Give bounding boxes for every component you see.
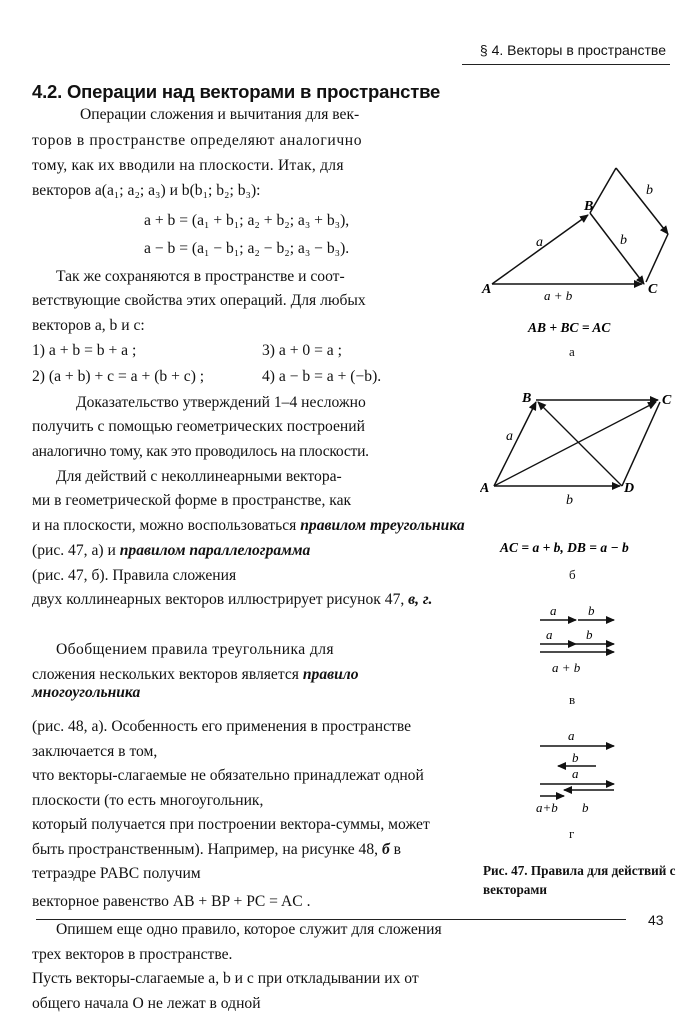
para2-line2: ветствующие свойства этих операций. Для любых xyxy=(32,292,366,309)
figure-47b xyxy=(480,388,680,568)
para5-line2 xyxy=(32,666,460,702)
point-A-b: A xyxy=(480,481,490,496)
property-4: 4) a − b = a + (−b). xyxy=(262,368,382,385)
figure-47a xyxy=(480,160,680,350)
v-a-label: a xyxy=(550,604,557,618)
figure-47g xyxy=(530,726,630,816)
point-C-label: C xyxy=(648,282,658,297)
para1-line4: векторов a(a₁; a₂; a₃) и b(b₁; b₂; b₃): xyxy=(32,182,261,199)
term-fig-vg: в, г. xyxy=(408,591,433,608)
g-b2-label: b xyxy=(582,800,589,815)
para3-line3: аналогично тому, как это проводилось на плоскости. xyxy=(32,443,369,460)
footer-rule xyxy=(36,919,626,920)
para6-line2-block: Пусть векторы-слагаемые a, b и c при откладывании их от общего начала O не лежат в одной xyxy=(32,970,419,1012)
property-2: 2) (a + b) + c = a + (b + c) ; xyxy=(32,368,205,385)
term-parallelogram-rule: правилом параллелограмма xyxy=(119,542,311,559)
g-a2-label: a xyxy=(572,766,579,781)
figure-47v xyxy=(530,604,630,680)
para4-line4-text: (рис. 47, а) и xyxy=(32,542,116,559)
term-polygon-rule: правило многоугольника xyxy=(32,666,359,701)
figure-caption-text: Правила для действий с векторами xyxy=(483,863,676,897)
running-header: § 4. Векторы в пространстве xyxy=(479,42,666,58)
v-b-label: b xyxy=(588,604,595,618)
para1-line3: тому, как их вводили на плоскости. Итак, для xyxy=(32,157,344,174)
fig-47g-label: г xyxy=(569,826,575,841)
section-title: 4.2. Операции над векторами в пространстве xyxy=(32,81,441,102)
para5-line1: Обобщением правила треугольника для xyxy=(56,641,334,658)
fig-a-equation: AB + BC = AC xyxy=(528,320,611,335)
para5-line3: (рис. 48, а). Особенность его применения в пространстве заключается в том, xyxy=(32,718,412,760)
para1-line2: торов в пространстве определяют аналогично xyxy=(32,132,363,149)
para4-line3 xyxy=(32,517,465,535)
vec-a-b-label: a xyxy=(506,429,513,444)
page-number: 43 xyxy=(648,912,664,928)
property-1: 1) a + b = b + a ; xyxy=(32,342,137,359)
fig-b-equation: AC = a + b, DB = a − b xyxy=(500,540,629,555)
para5-line5 xyxy=(32,813,460,887)
vec-b-label: b xyxy=(620,233,627,248)
para6-line1-block: Опишем еще одно правило, которое служит для сложения трех векторов в пространстве. xyxy=(32,921,442,963)
v-b2-label: b xyxy=(586,627,593,642)
point-C-b: C xyxy=(662,393,672,408)
vector-b-copy-2 xyxy=(616,168,668,234)
header-rule xyxy=(462,64,670,65)
fig-47a-label: а xyxy=(569,344,575,359)
para4-line3-text: и на плоскости, можно воспользоваться xyxy=(32,517,297,534)
para5-line6-text: в тетраэдре PABC получим xyxy=(32,840,402,883)
fig-47b-label: б xyxy=(569,567,576,582)
formula-diff: a − b = (a₁ − b₁; a₂ − b₂; a₃ − b₃). xyxy=(144,240,350,257)
para3-line2: получить с помощью геометрических построений xyxy=(32,418,365,435)
vec-sum-label: a + b xyxy=(544,288,573,303)
vec-a-label: a xyxy=(536,235,543,250)
diag-DB xyxy=(538,402,622,486)
para4-line1: Для действий с неколлинеарными вектора- xyxy=(56,468,342,485)
vector-b-copy-3 xyxy=(646,234,668,282)
vector-BC xyxy=(590,213,644,284)
term-fig-b: б xyxy=(381,840,390,858)
figure-caption xyxy=(483,861,700,899)
para5-line5-text: который получается при построении вектора-суммы, может быть пространственным). Например, на рисунке 48, xyxy=(32,816,430,858)
para1-line1: Операции сложения и вычитания для век- xyxy=(80,106,360,123)
point-B-label: B xyxy=(584,199,594,214)
para4-line6-text: двух коллинеарных векторов иллюстрирует рисунок 47, xyxy=(32,591,405,608)
para4-line2: ми в геометрической форме в пространстве, как xyxy=(32,492,352,509)
vec-b-outer-label: b xyxy=(646,183,653,198)
para5-line4: что векторы-слагаемые не обязательно принадлежат одной плоскости (то есть многоугольник, xyxy=(32,767,424,809)
para4-line4 xyxy=(32,542,310,560)
point-D-b: D xyxy=(624,481,635,496)
vector-AB-b xyxy=(494,402,536,486)
para4-line5: (рис. 47, б). Правила сложения xyxy=(32,567,237,584)
para2-line1: Так же сохраняются в пространстве и соот- xyxy=(56,268,345,285)
vector-b-copy-1 xyxy=(590,168,616,213)
formula-sum: a + b = (a₁ + b₁; a₂ + b₂; a₃ + b₃), xyxy=(144,212,350,229)
g-sum-label: a+b xyxy=(536,800,558,815)
point-A-label: A xyxy=(482,282,492,297)
term-triangle-rule: правилом треугольника xyxy=(300,517,465,534)
para5-line2-text: сложения нескольких векторов является xyxy=(32,666,299,683)
diag-AC xyxy=(494,402,656,486)
figure-caption-number: Рис. 47. xyxy=(483,863,528,878)
g-a-label: a xyxy=(568,728,575,743)
vec-b-b-label: b xyxy=(566,493,573,508)
para3-line1: Доказательство утверждений 1–4 несложно xyxy=(76,394,366,411)
v-a2-label: a xyxy=(546,627,553,642)
para4-line6 xyxy=(32,591,460,609)
v-sum-label: a + b xyxy=(552,660,581,675)
fig-47v-label: в xyxy=(569,692,576,707)
vector-DC xyxy=(622,402,660,486)
point-B-b: B xyxy=(522,391,532,406)
para2-line3: векторов a, b и c: xyxy=(32,317,145,334)
para5-line7: векторное равенство AB + BP + PC = AC . xyxy=(32,893,311,910)
property-3: 3) a + 0 = a ; xyxy=(262,342,342,359)
g-b-label: b xyxy=(572,750,579,765)
